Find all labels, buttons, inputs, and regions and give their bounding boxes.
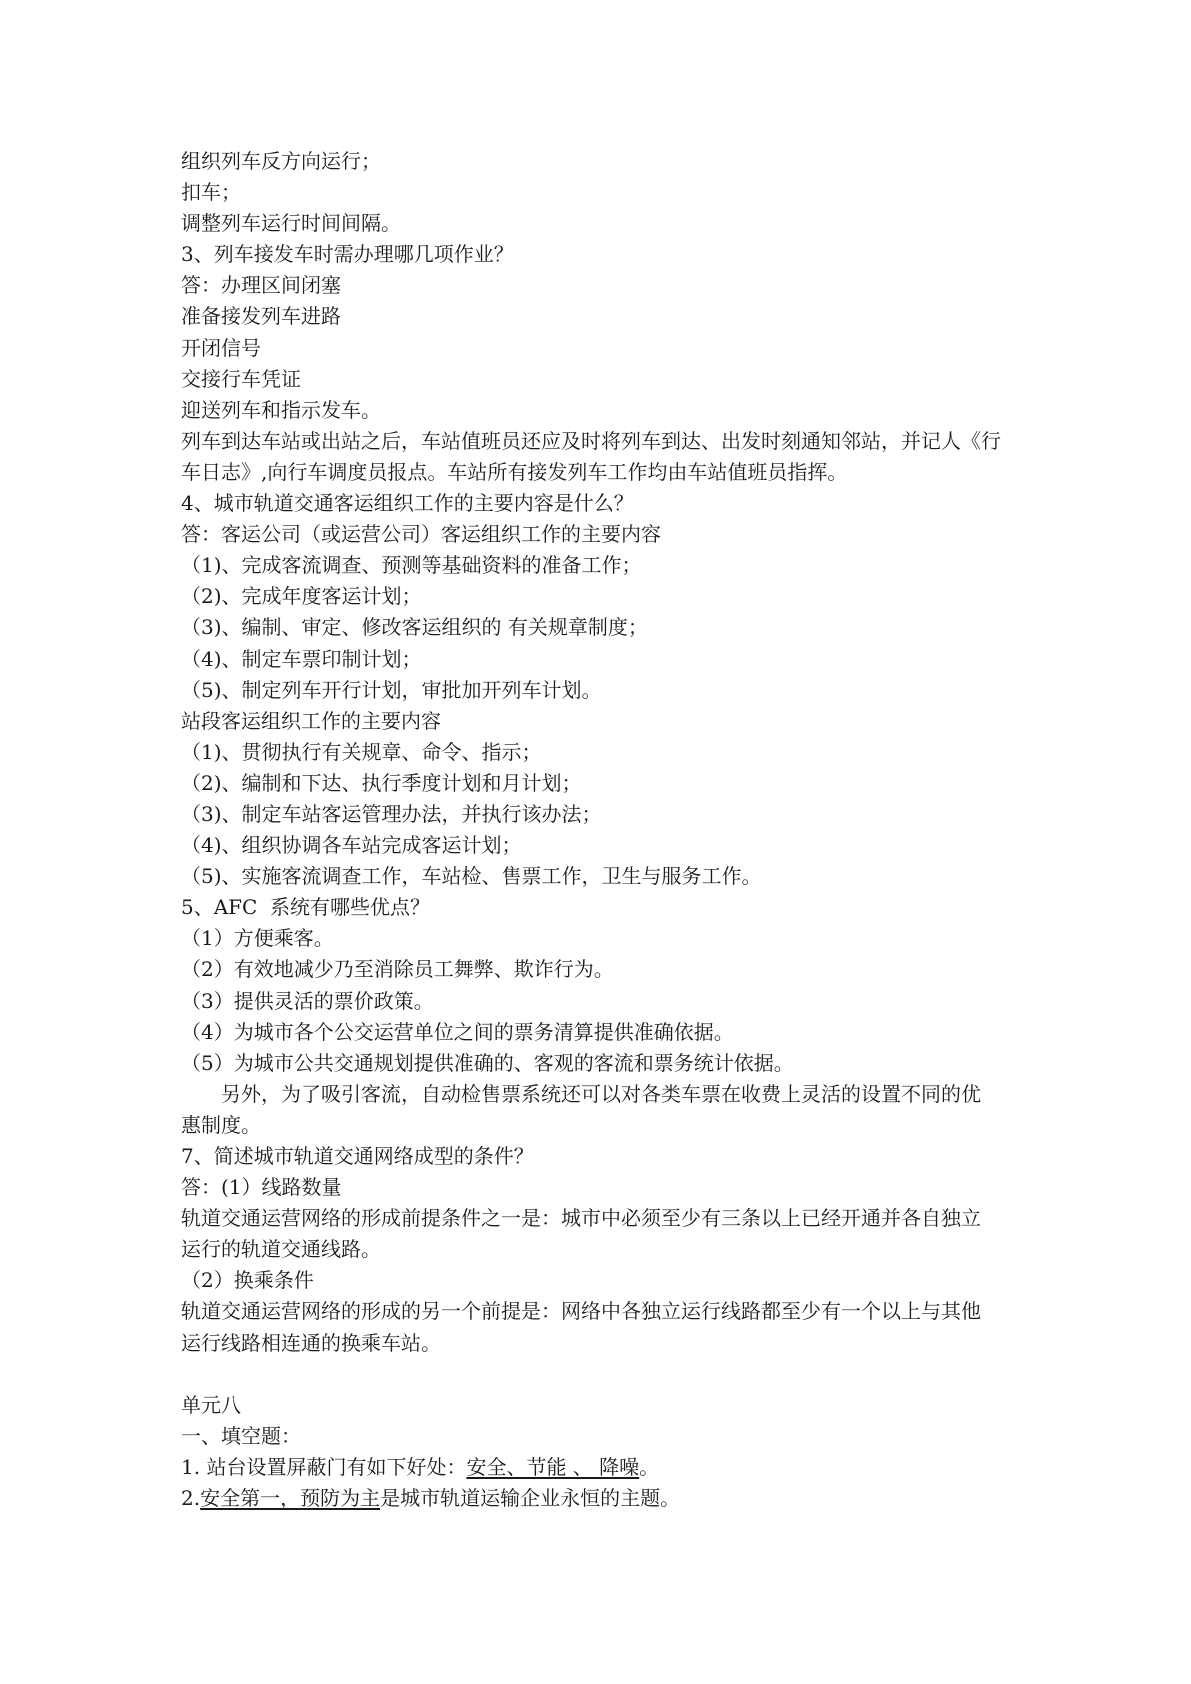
fill-blank-question-1: [181, 1452, 1021, 1483]
question-heading: 7、简述城市轨道交通网络成型的条件？: [181, 1144, 534, 1168]
text-line: 迎送列车和指示发车。: [181, 397, 381, 422]
list-item: （4)、制定车票印制计划；: [181, 646, 422, 671]
list-item: （3)、编制、审定、修改客运组织的 有关规章制度；: [181, 615, 648, 640]
text-line: 交接行车凭证: [181, 366, 301, 391]
text-line: 准备接发列车进路: [181, 304, 341, 329]
list-item: （5）为城市公共交通规划提供准确的、客观的客流和票务统计依据。: [181, 1050, 794, 1075]
text-line: 车日志》,向行车调度员报点。车站所有接发列车工作均由车站值班员指挥。: [181, 459, 848, 484]
document-page: [181, 146, 1021, 1514]
question-heading: 5、AFC 系统有哪些优点？: [181, 895, 431, 920]
question-prefix: 2.: [181, 1486, 201, 1511]
text-line: 列车到达车站或出站之后，车站值班员还应及时将列车到达、出发时刻通知邻站，并记人《行: [181, 428, 1001, 453]
text-line: 运行的轨道交通线路。: [181, 1237, 381, 1262]
question-prefix: 1. 站台设置屏蔽门有如下好处：: [181, 1454, 467, 1479]
list-item: （3)、制定车站客运管理办法，并执行该办法；: [181, 801, 602, 826]
question-suffix: 。: [639, 1454, 660, 1479]
text-line: 开闭信号: [181, 335, 261, 360]
list-item: （5)、实施客流调查工作，车站检、售票工作，卫生与服务工作。: [181, 864, 762, 889]
text-line: 组织列车反方向运行；: [181, 149, 381, 173]
unit-title: 单元八: [181, 1392, 241, 1417]
paragraph-line-indented: 另外，为了吸引客流，自动检售票系统还可以对各类车票在收费上灵活的设置不同的优: [221, 1081, 981, 1106]
list-item: （3）提供灵活的票价政策。: [181, 988, 434, 1013]
underlined-answer: 安全、节能 、 降噪: [466, 1454, 640, 1479]
question-heading: 3、列车接发车时需办理哪几项作业？: [181, 242, 514, 267]
underlined-answer: 安全第一，预防为主: [200, 1486, 381, 1511]
list-item: （5)、制定列车开行计划，审批加开列车计划。: [181, 677, 602, 702]
text-line: 扣车；: [181, 180, 241, 205]
list-item: （1)、完成客流调查、预测等基础资料的准备工作；: [181, 553, 642, 578]
answer-line: 答：办理区间闭塞: [181, 273, 341, 298]
text-line: 轨道交通运营网络的形成前提条件之一是：城市中必须至少有三条以上已经开通并各自独立: [181, 1206, 981, 1231]
fill-blank-question-2: [181, 1483, 1021, 1514]
list-item: （1）方便乘客。: [181, 926, 334, 951]
text-line: 轨道交通运营网络的形成的另一个前提是：网络中各独立运行线路都至少有一个以上与其他: [181, 1299, 981, 1324]
answer-line: 答：(1）线路数量: [181, 1175, 342, 1200]
section-heading: 一、填空题：: [181, 1423, 301, 1448]
question-heading: 4、城市轨道交通客运组织工作的主要内容是什么？: [181, 491, 634, 516]
list-item: （1)、贯彻执行有关规章、命令、指示；: [181, 739, 542, 764]
list-item: （2)、完成年度客运计划；: [181, 584, 422, 609]
text-line: 调整列车运行时间间隔。: [181, 211, 401, 236]
list-item: （4)、组织协调各车站完成客运计划；: [181, 833, 522, 858]
text-line: 站段客运组织工作的主要内容: [181, 708, 441, 733]
list-item: （4）为城市各个公交运营单位之间的票务清算提供准确依据。: [181, 1019, 734, 1044]
text-line: 惠制度。: [181, 1112, 261, 1137]
question-suffix: 是城市轨道运输企业永恒的主题。: [380, 1486, 681, 1511]
list-item: （2)、编制和下达、执行季度计划和月计划；: [181, 770, 582, 795]
text-line: 运行线路相连通的换乘车站。: [181, 1330, 441, 1355]
list-item: （2）有效地减少乃至消除员工舞弊、欺诈行为。: [181, 957, 614, 982]
blank-line: [181, 1359, 1021, 1390]
answer-line: 答：客运公司（或运营公司）客运组织工作的主要内容: [181, 522, 661, 547]
list-item: （2）换乘条件: [181, 1268, 314, 1293]
